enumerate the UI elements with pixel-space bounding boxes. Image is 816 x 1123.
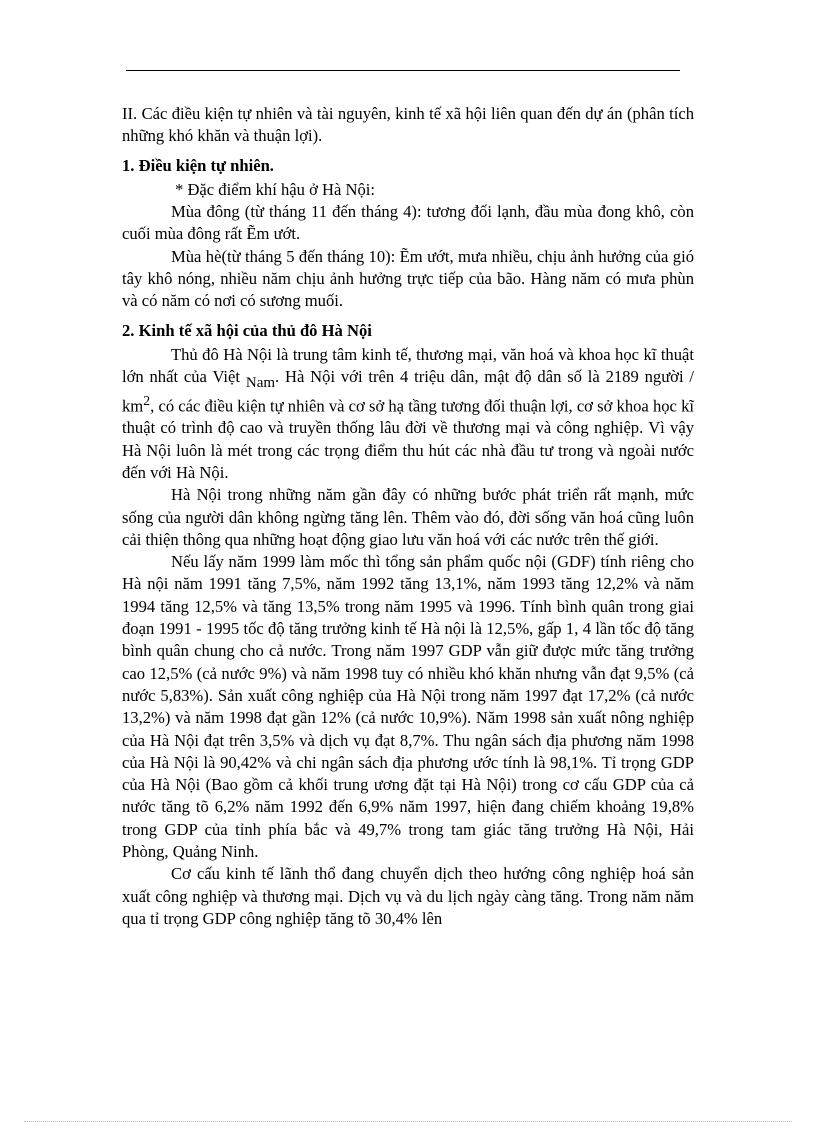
paragraph-summer: Mùa hè(từ tháng 5 đến tháng 10): Ẽm ướt, mưa nhiều, chịu ảnh hưởng của gió tây khô nóng, nhiều năm chịu ảnh hưởng trực tiếp của bão. Hàng năm có mưa phùn và có năm có nơi có sương muối. xyxy=(122,246,694,311)
p1-superscript: 2 xyxy=(143,392,151,408)
document-body xyxy=(122,103,694,930)
climate-subtitle: * Đặc điểm khí hậu ở Hà Nội: xyxy=(175,179,376,199)
page-bottom-border xyxy=(24,1121,792,1122)
paragraph-economic-structure: Cơ cấu kinh tế lãnh thổ đang chuyển dịch theo hướng công nghiệp hoá sản xuất công nghiệp và thương mại. Dịch vụ và du lịch ngày càng tăng. Trong năm năm qua tỉ trọng GDP công nghiệp tăng tõ 30,4% lên xyxy=(122,864,694,928)
p1-part-b: . Hà Nội với trên 4 triệu dân, mật độ dân số là 2189 người / km xyxy=(122,367,695,416)
section-title: II. Các điều kiện tự nhiên và tài nguyên, kinh tế xã hội liên quan đến dự án (phân tích những khó khăn và thuận lợi). xyxy=(122,104,694,146)
p1-part-c: , có các điều kiện tự nhiên và cơ sở hạ tầng tương đối thuận lợi, cơ sở khoa học kĩ thuật có trình độ cao và truyền thống lâu đời về thương mại và công nghiệp. Vì vậy Hà Nội luôn là mét trong các trọng điểm thu hút các nhà đầu tư trong và ngoài nước đến với Hà Nội. xyxy=(122,396,694,482)
heading-socioeconomic: 2. Kinh tế xã hội của thủ đô Hà Nội xyxy=(122,320,372,340)
paragraph-winter: Mùa đông (từ tháng 11 đến tháng 4): tương đối lạnh, đầu mùa đong khô, còn cuối mùa đông rất Ẽm ướt. xyxy=(122,202,694,244)
p1-part-a: Thủ đô Hà Nội là trung tâm kinh tế, thương mại, văn hoá và khoa học kĩ thuật lớn nhất của Việt xyxy=(122,344,694,387)
header-rule xyxy=(126,70,680,71)
p1-subscript: Nam xyxy=(245,375,276,392)
heading-natural-conditions: 1. Điều kiện tự nhiên. xyxy=(122,155,274,175)
paragraph-capital-overview xyxy=(122,344,694,484)
paragraph-development: Hà Nội trong những năm gần đây có những bước phát triển rất mạnh, mức sống của người dân không ngừng tăng lên. Thêm vào đó, đời sống văn hoá cũng luôn cải thiện thông qua những hoạt động giao lưu văn hoá với các nước trên thế giới. xyxy=(122,485,694,549)
paragraph-gdp-statistics: Nếu lấy năm 1999 làm mốc thì tổng sản phẩm quốc nội (GDF) tính riêng cho Hà nội năm 1991 tăng 7,5%, năm 1992 tăng 13,1%, năm 1993 tăng 12,2% và năm 1994 tăng 12,5% và tăng 13,5% trong năm 1995 và 1996. Tính bình quân trong giai đoạn 1991 - 1995 tốc độ tăng trưởng kinh tế Hà nội là 12,5%, gấp 1, 4 lần tốc độ tăng bình quân chung cho cả nước. Trong năm 1997 GDP vẫn giữ được mức tăng trưởng cao 12,5% (cả nước 9%) và năm 1998 tuy có nhiều khó khăn nhưng vẫn đạt 9,5% (cả nước 5,83%). Sản xuất công nghiệp của Hà Nội trong năm 1997 đạt 17,2% (cả nước 13,2%) và năm 1998 đạt gần 12% (cả nước 10,9%). Năm 1998 sản xuất nông nghiệp của Hà Nội đạt trên 3,5% và dịch vụ đạt 8,7%. Thu ngân sách địa phương năm 1998 của Hà Nội là 90,42% và chi ngân sách địa phương ước tính là 98,1%. Tỉ trọng GDP của Hà Nội (Bao gồm cả khối trung ương đặt tại Hà Nội) trong cơ cấu GDP của cả nước tăng tõ 6,2% năm 1992 đến 6,9% năm 1997, hiện đang chiếm khoảng 19,8% trong GDP của tỉnh phía bắc và 49,7% trong tam giác tăng trưởng Hà Nội, Hải Phòng, Quảng Ninh. xyxy=(122,552,694,862)
